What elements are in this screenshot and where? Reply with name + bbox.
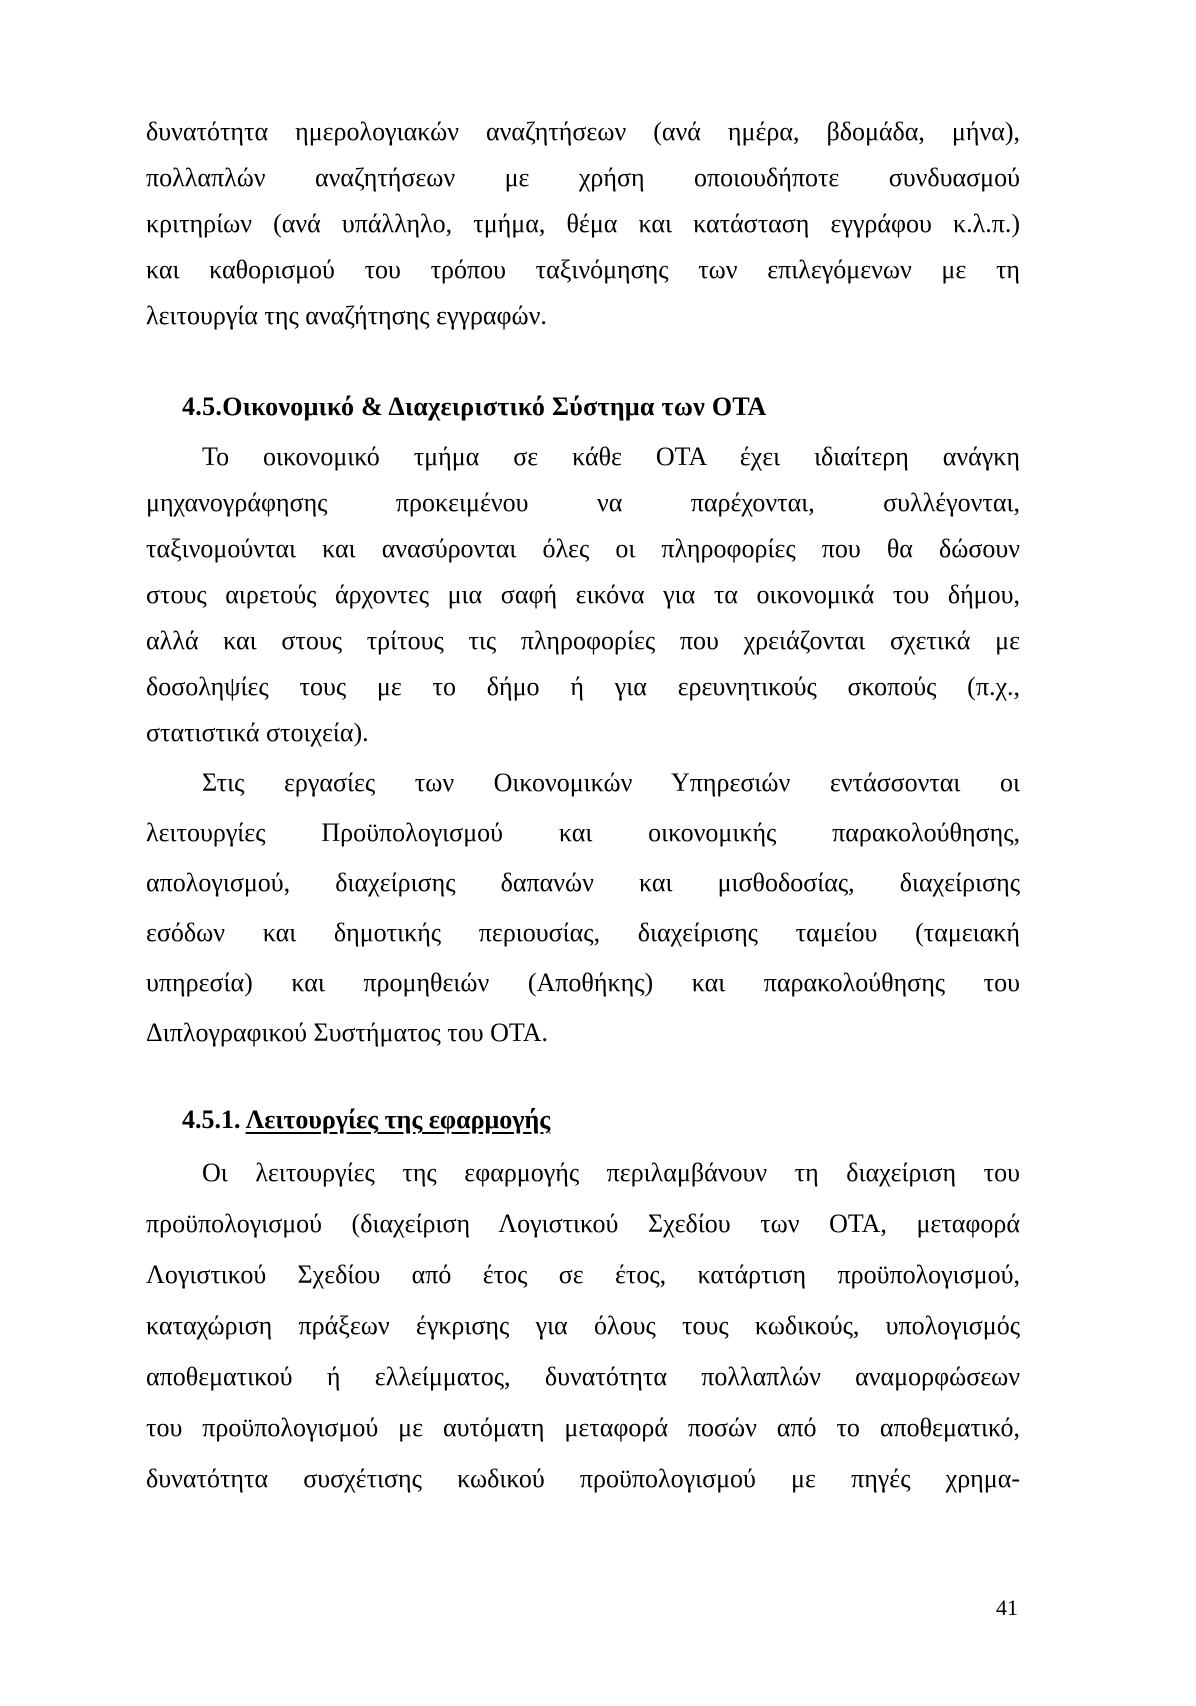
- text-line: Οι λειτουργίες της εφαρμογής περιλαμβάνουν τη διαχείριση του: [202, 1158, 1020, 1187]
- text-line: ταξινομούνται και ανασύρονται όλες οι πληροφορίες που θα δώσουν: [146, 534, 1020, 563]
- text-line: καταχώριση πράξεων έγκρισης για όλους τους κωδικούς, υπολογισμός: [146, 1311, 1020, 1340]
- text-line: πολλαπλών αναζητήσεων με χρήση οποιουδήποτε συνδυασμού: [146, 163, 1020, 192]
- text-line: Διπλογραφικού Συστήματος του ΟΤΑ.: [146, 1018, 548, 1047]
- text-line: λειτουργία της αναζήτησης εγγραφών.: [146, 301, 547, 330]
- section-title: Λειτουργίες της εφαρμογής: [245, 1105, 551, 1134]
- page-number: 41: [996, 1595, 1018, 1620]
- section-number: 4.5.1.: [182, 1105, 241, 1134]
- section-heading-4-5: [182, 392, 767, 422]
- text-line: λειτουργίες Προϋπολογισμού και οικονομικής παρακολούθησης,: [146, 818, 1020, 847]
- text-line: υπηρεσία) και προμηθειών (Αποθήκης) και παρακολούθησης του: [146, 968, 1020, 997]
- text-line: του προϋπολογισμού με αυτόματη μεταφορά ποσών από το αποθεματικό,: [146, 1413, 1020, 1442]
- text-line: προϋπολογισμού (διαχείριση Λογιστικού Σχεδίου των ΟΤΑ, μεταφορά: [146, 1209, 1020, 1238]
- text-line: αποθεματικού ή ελλείμματος, δυνατότητα πολλαπλών αναμορφώσεων: [146, 1362, 1020, 1391]
- text-line: δοσοληψίες τους με το δήμο ή για ερευνητικούς σκοπούς (π.χ.,: [146, 672, 1020, 701]
- text-line: Στις εργασίες των Οικονομικών Υπηρεσιών εντάσσονται οι: [202, 768, 1020, 797]
- text-line: κριτηρίων (ανά υπάλληλο, τμήμα, θέμα και κατάσταση εγγράφου κ.λ.π.): [146, 209, 1020, 238]
- text-line: στατιστικά στοιχεία).: [146, 718, 369, 747]
- section-title: Οικονομικό & Διαχειριστικό Σύστημα των ΟΤΑ: [222, 392, 767, 421]
- text-line: στους αιρετούς άρχοντες μια σαφή εικόνα για τα οικονομικά του δήμου,: [146, 580, 1020, 609]
- section-heading-4-5-1: [182, 1105, 550, 1135]
- section-number: 4.5.: [182, 392, 223, 421]
- text-line: μηχανογράφησης προκειμένου να παρέχονται, συλλέγονται,: [146, 488, 1020, 517]
- text-line: Λογιστικού Σχεδίου από έτος σε έτος, κατάρτιση προϋπολογισμού,: [146, 1260, 1020, 1289]
- text-line: Το οικονομικό τμήμα σε κάθε ΟΤΑ έχει ιδιαίτερη ανάγκη: [202, 442, 1020, 471]
- text-line: απολογισμού, διαχείρισης δαπανών και μισθοδοσίας, διαχείρισης: [146, 868, 1020, 897]
- text-line: δυνατότητα συσχέτισης κωδικού προϋπολογισμού με πηγές χρημα-: [146, 1464, 1020, 1493]
- text-line: εσόδων και δημοτικής περιουσίας, διαχείρισης ταμείου (ταμειακή: [146, 918, 1020, 947]
- text-line: δυνατότητα ημερολογιακών αναζητήσεων (ανά ημέρα, βδομάδα, μήνα),: [146, 117, 1020, 146]
- text-line: αλλά και στους τρίτους τις πληροφορίες που χρειάζονται σχετικά με: [146, 626, 1020, 655]
- text-line: και καθορισμού του τρόπου ταξινόμησης των επιλεγόμενων με τη: [146, 255, 1020, 284]
